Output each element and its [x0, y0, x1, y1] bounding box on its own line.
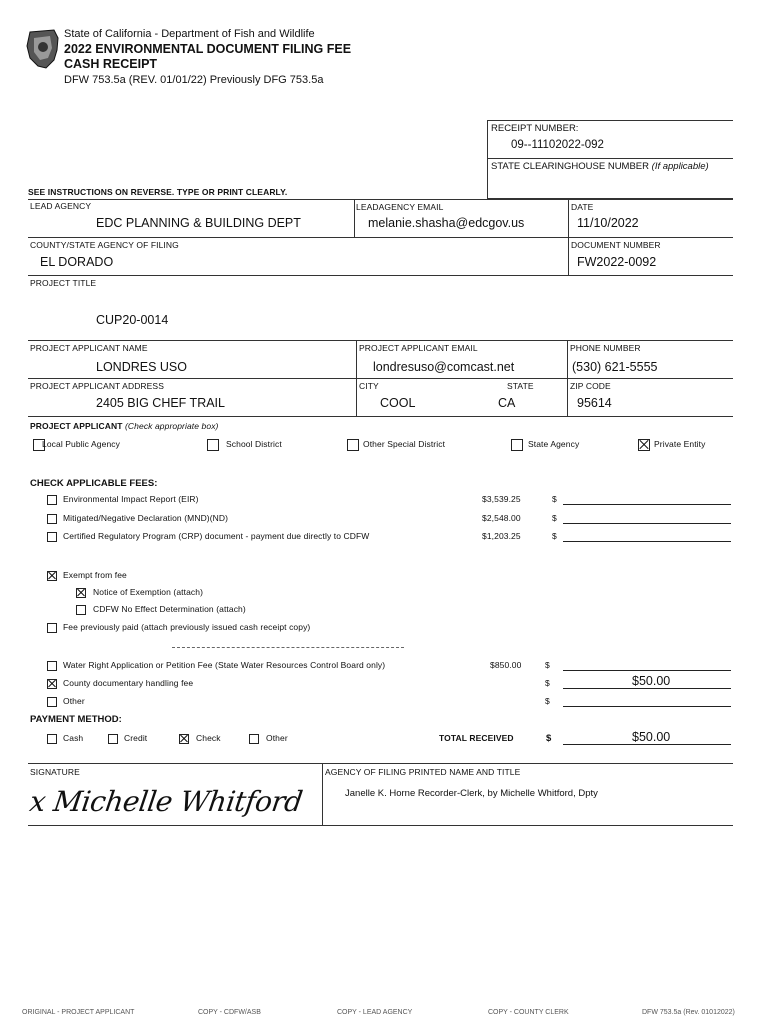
- footer-item: COPY - COUNTY CLERK: [488, 1009, 569, 1016]
- phone-value[interactable]: (530) 621-5555: [572, 360, 658, 374]
- applicant-type-private-entity-checkbox[interactable]: [638, 439, 650, 451]
- other-fee-dollar: $: [545, 696, 550, 706]
- city-label: CITY: [359, 381, 379, 391]
- crp-label: Certified Regulatory Program (CRP) document - payment due directly to CDFW: [63, 531, 370, 541]
- mnd-label: Mitigated/Negative Declaration (MND)(ND): [63, 513, 229, 523]
- crp-checkbox[interactable]: [47, 532, 57, 542]
- county-fee-label: County documentary handling fee: [63, 678, 194, 688]
- footer-item: COPY - CDFW/ASB: [198, 1009, 261, 1016]
- applicant-name-label: PROJECT APPLICANT NAME: [30, 343, 148, 353]
- agency-printed-name-label: AGENCY OF FILING PRINTED NAME AND TITLE: [325, 767, 521, 777]
- county-fee-dollar: $: [545, 678, 550, 688]
- exempt-checkbox[interactable]: [47, 571, 57, 581]
- mnd-amount: $2,548.00: [482, 513, 521, 523]
- payment-credit-label: Credit: [124, 733, 148, 743]
- date-label: DATE: [571, 202, 594, 212]
- county-fee-value[interactable]: $50.00: [632, 674, 671, 688]
- project-title-label: PROJECT TITLE: [30, 278, 97, 288]
- document-number-label: DOCUMENT NUMBER: [571, 240, 661, 250]
- payment-cash-label: Cash: [63, 733, 84, 743]
- applicant-type-label: [30, 421, 218, 431]
- signature-label: SIGNATURE: [30, 767, 80, 777]
- prev-label: Fee previously paid (attach previously issued cash receipt copy): [63, 622, 311, 632]
- receipt-number-value: 09--11102022-092: [511, 139, 604, 151]
- applicant-type-heading: PROJECT APPLICANT: [30, 421, 123, 431]
- total-received-label: TOTAL RECEIVED: [439, 733, 514, 743]
- applicant-type-school-district-label: School District: [226, 439, 282, 449]
- clearinghouse-note: (If applicable): [651, 161, 709, 172]
- state-seal: [24, 28, 62, 70]
- lead-agency-email-label: LEADAGENCY EMAIL: [356, 202, 444, 212]
- applicant-email-value[interactable]: londresuso@comcast.net: [373, 360, 515, 374]
- footer-item: DFW 753.5a (Rev. 01012022): [642, 1009, 735, 1016]
- noe-label: Notice of Exemption (attach): [93, 587, 204, 597]
- county-label: COUNTY/STATE AGENCY OF FILING: [30, 240, 179, 250]
- clearinghouse-label: [491, 161, 709, 172]
- payment-other-checkbox[interactable]: [249, 734, 259, 744]
- crp-amount: $1,203.25: [482, 531, 521, 541]
- form-id: DFW 753.5a (REV. 01/01/22) Previously DFG 753.5a: [64, 74, 324, 86]
- eir-amount: $3,539.25: [482, 494, 521, 504]
- eir-dollar: $: [552, 494, 557, 504]
- water-label: Water Right Application or Petition Fee (State Water Resources Control Board only): [63, 660, 386, 670]
- city-value[interactable]: COOL: [380, 396, 416, 410]
- agency-printed-name-value[interactable]: Janelle K. Horne Recorder-Clerk, by Michelle Whitford, Dpty: [345, 788, 598, 799]
- footer-item: ORIGINAL - PROJECT APPLICANT: [22, 1009, 135, 1016]
- applicant-type-other-special-district-label: Other Special District: [363, 439, 446, 449]
- total-received-value[interactable]: $50.00: [632, 730, 671, 744]
- applicant-type-local-public-agency-label: Local Public Agency: [42, 439, 120, 449]
- water-checkbox[interactable]: [47, 661, 57, 671]
- applicant-type-other-special-district-checkbox[interactable]: [347, 439, 359, 451]
- document-number-value[interactable]: FW2022-0092: [577, 255, 657, 269]
- lead-agency-value[interactable]: EDC PLANNING & BUILDING DEPT: [96, 216, 301, 230]
- receipt-number-label: RECEIPT NUMBER:: [491, 123, 579, 134]
- applicant-type-private-entity-label: Private Entity: [654, 439, 706, 449]
- total-dollar: $: [546, 733, 552, 744]
- zip-label: ZIP CODE: [570, 381, 611, 391]
- payment-method-label: PAYMENT METHOD:: [30, 714, 122, 725]
- lead-agency-email-value[interactable]: melanie.shasha@edcgov.us: [368, 216, 525, 230]
- payment-cash-checkbox[interactable]: [47, 734, 57, 744]
- project-title-value[interactable]: CUP20-0014: [96, 313, 169, 327]
- applicant-type-school-district-checkbox[interactable]: [207, 439, 219, 451]
- cdfw-checkbox[interactable]: [76, 605, 86, 615]
- date-value[interactable]: 11/10/2022: [577, 216, 639, 230]
- mnd-dollar: $: [552, 513, 557, 523]
- clearinghouse-label-text: STATE CLEARINGHOUSE NUMBER: [491, 161, 650, 172]
- applicant-address-value[interactable]: 2405 BIG CHEF TRAIL: [96, 396, 225, 410]
- applicant-type-state-agency-checkbox[interactable]: [511, 439, 523, 451]
- applicant-type-note: (Check appropriate box): [125, 421, 219, 431]
- crp-dollar: $: [552, 531, 557, 541]
- payment-check-label: Check: [196, 733, 221, 743]
- applicant-address-label: PROJECT APPLICANT ADDRESS: [30, 381, 164, 391]
- form-title: 2022 ENVIRONMENTAL DOCUMENT FILING FEE: [64, 42, 352, 56]
- prev-checkbox[interactable]: [47, 623, 57, 633]
- form-subtitle: CASH RECEIPT: [64, 57, 158, 71]
- zip-value[interactable]: 95614: [577, 396, 612, 410]
- eir-checkbox[interactable]: [47, 495, 57, 505]
- signature-value[interactable]: x Michelle Whitford: [27, 785, 305, 818]
- footer-item: COPY - LEAD AGENCY: [337, 1009, 413, 1016]
- cdfw-label: CDFW No Effect Determination (attach): [93, 604, 246, 614]
- other-fee-checkbox[interactable]: [47, 697, 57, 707]
- other-fee-label: Other: [63, 696, 85, 706]
- exempt-label: Exempt from fee: [63, 570, 127, 580]
- water-amount: $850.00: [490, 660, 522, 670]
- eir-label: Environmental Impact Report (EIR): [63, 494, 199, 504]
- noe-checkbox[interactable]: [76, 588, 86, 598]
- payment-credit-checkbox[interactable]: [108, 734, 118, 744]
- header-agency: State of California - Department of Fish and Wildlife: [64, 28, 315, 40]
- instructions: SEE INSTRUCTIONS ON REVERSE. TYPE OR PRINT CLEARLY.: [28, 187, 288, 197]
- payment-check-checkbox[interactable]: [179, 734, 189, 744]
- mnd-checkbox[interactable]: [47, 514, 57, 524]
- payment-other-label: Other: [266, 733, 288, 743]
- applicant-name-value[interactable]: LONDRES USO: [96, 360, 187, 374]
- water-dollar: $: [545, 660, 550, 670]
- applicant-email-label: PROJECT APPLICANT EMAIL: [359, 343, 478, 353]
- fees-heading: CHECK APPLICABLE FEES:: [30, 478, 158, 489]
- applicant-type-state-agency-label: State Agency: [528, 439, 580, 449]
- county-fee-checkbox[interactable]: [47, 679, 57, 689]
- state-label: STATE: [507, 381, 534, 391]
- phone-label: PHONE NUMBER: [570, 343, 641, 353]
- state-value[interactable]: CA: [498, 396, 516, 410]
- lead-agency-label: LEAD AGENCY: [30, 201, 92, 211]
- county-value[interactable]: EL DORADO: [40, 255, 114, 269]
